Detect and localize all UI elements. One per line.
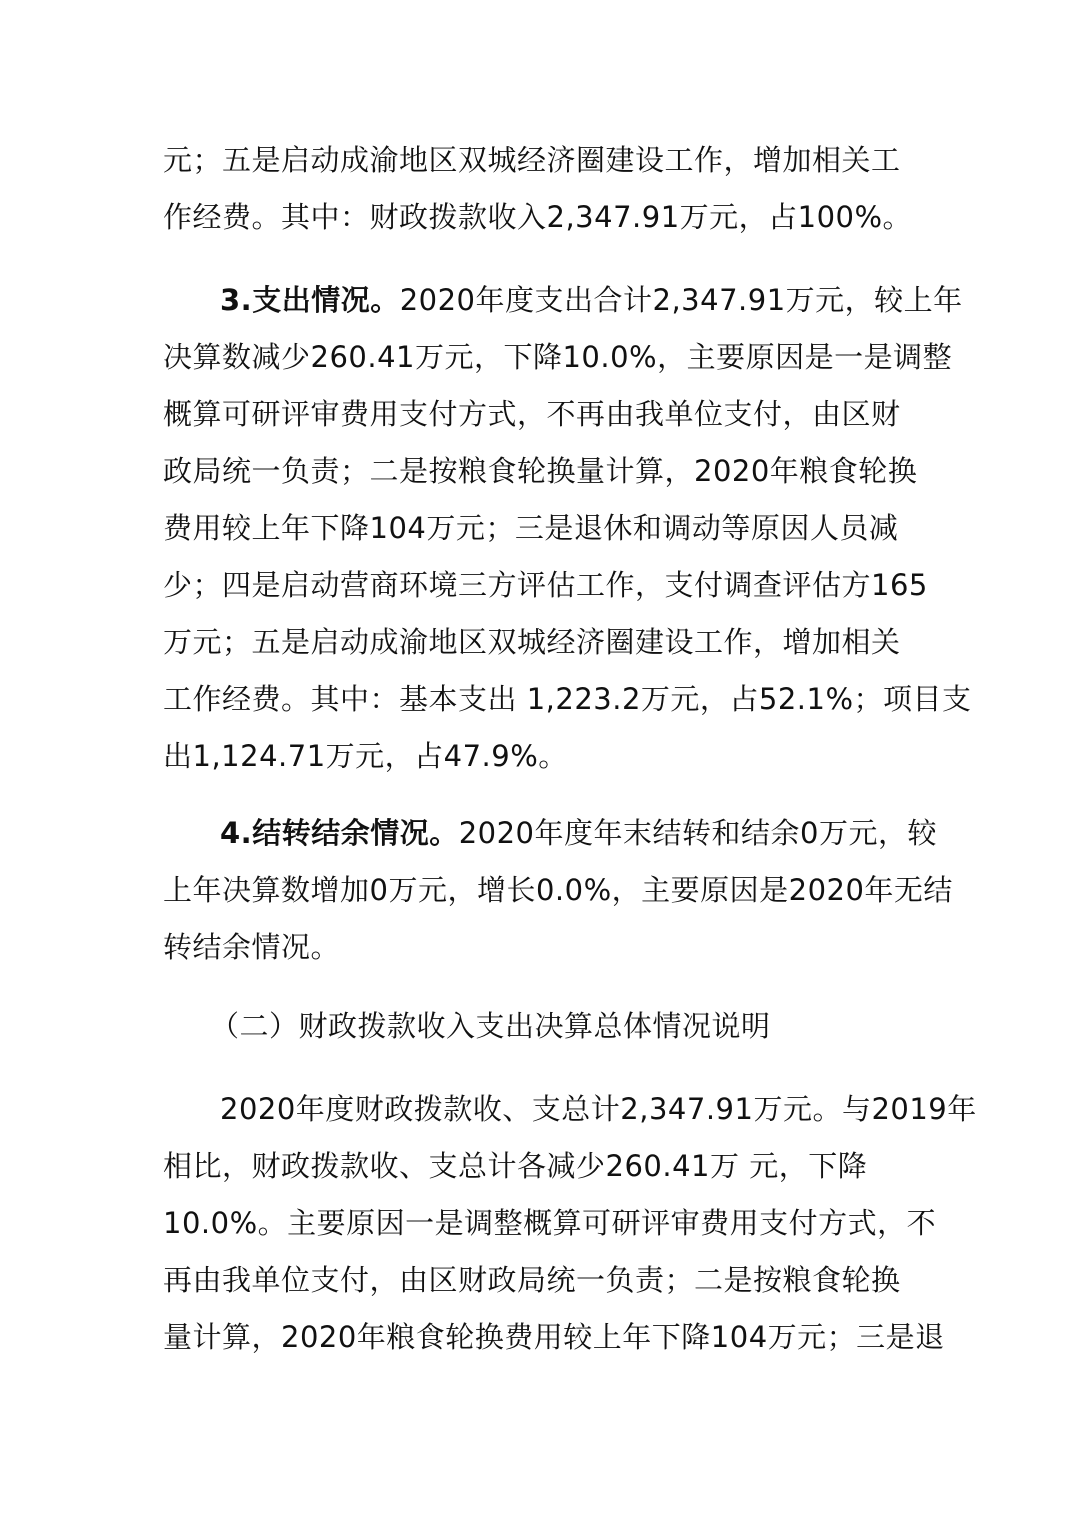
paragraph-line: 10.0%。主要原因一是调整概算可研评审费用支付方式，不	[163, 1206, 937, 1240]
paragraph-line: 少；四是启动营商环境三方评估工作，支付调查评估方165	[163, 568, 928, 602]
paragraph-line: 2020年度财政拨款收、支总计2,347.91万元。与2019年	[220, 1092, 977, 1126]
paragraph-line: 工作经费。其中：基本支出 1,223.2万元，占52.1%；项目支	[163, 682, 972, 716]
paragraph-line: 再由我单位支付，由区财政局统一负责；二是按粮食轮换	[163, 1263, 901, 1297]
section-4-text: 2020年度年末结转和结余0万元，较	[458, 816, 937, 850]
section-title: （二）财政拨款收入支出决算总体情况说明	[210, 1009, 771, 1043]
paragraph-line: 概算可研评审费用支付方式，不再由我单位支付，由区财	[163, 397, 901, 431]
section-3-text: 2020年度支出合计2,347.91万元，较上年	[399, 283, 963, 317]
paragraph-line: 转结余情况。	[163, 930, 341, 964]
paragraph-line: 政局统一负责；二是按粮食轮换量计算，2020年粮食轮换	[163, 454, 918, 488]
paragraph-line: 决算数减少260.41万元，下降10.0%，主要原因是一是调整	[163, 340, 953, 374]
section-3-heading: 3.支出情况。	[220, 283, 400, 317]
section-3-first-line	[220, 282, 963, 318]
section-4-heading: 4.结转结余情况。	[220, 816, 459, 850]
section-4-first-line	[220, 815, 937, 851]
paragraph-line: 作经费。其中：财政拨款收入2,347.91万元，占100%。	[163, 200, 913, 234]
paragraph-line: 万元；五是启动成渝地区双城经济圈建设工作，增加相关	[163, 625, 901, 659]
paragraph-line: 上年决算数增加0万元，增长0.0%，主要原因是2020年无结	[163, 873, 953, 907]
paragraph-line: 出1,124.71万元，占47.9%。	[163, 739, 568, 773]
paragraph-line: 量计算，2020年粮食轮换费用较上年下降104万元；三是退	[163, 1320, 945, 1354]
paragraph-line: 元；五是启动成渝地区双城经济圈建设工作，增加相关工	[163, 143, 901, 177]
paragraph-line: 相比，财政拨款收、支总计各减少260.41万 元，下降	[163, 1149, 868, 1183]
paragraph-line: 费用较上年下降104万元；三是退休和调动等原因人员减	[163, 511, 899, 545]
